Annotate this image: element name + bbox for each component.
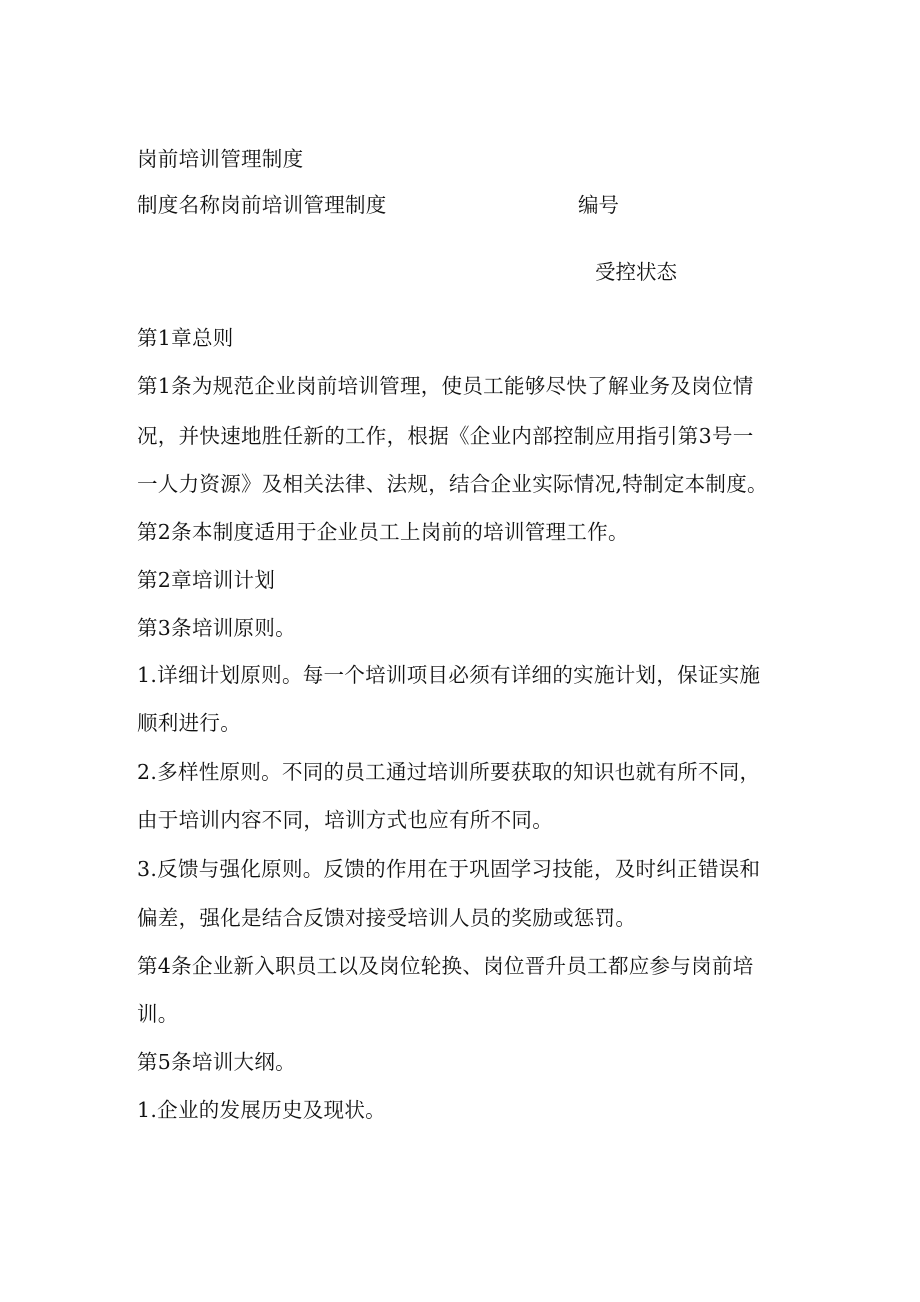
control-status-label: 受控状态 [595, 260, 677, 284]
principle3-line1: 3.反馈与强化原则。反馈的作用在于巩固学习技能，及时纠正错误和 [137, 857, 761, 881]
chapter2-heading: 第2章培训计划 [137, 568, 276, 592]
policy-name-label: 制度名称岗前培训管理制度 [137, 193, 387, 217]
article2: 第2条本制度适用于企业员工上岗前的培训管理工作。 [137, 520, 629, 544]
principle1-line2: 顺利进行。 [137, 711, 241, 735]
outline-item1: 1.企业的发展历史及现状。 [137, 1098, 386, 1122]
article1-line1: 第1条为规范企业岗前培训管理，使员工能够尽快了解业务及岗位情 [137, 374, 754, 398]
article1-line3: 一人力资源》及相关法律、法规，结合企业实际情况,特制定本制度。 [137, 472, 768, 496]
document-title: 岗前培训管理制度 [137, 147, 304, 171]
article4-line1: 第4条企业新入职员工以及岗位轮换、岗位晋升员工都应参与岗前培 [137, 954, 754, 978]
principle3-line2: 偏差，强化是结合反馈对接受培训人员的奖励或惩罚。 [137, 906, 637, 930]
document-number-label: 编号 [578, 193, 619, 217]
article5-heading: 第5条培训大纲。 [137, 1050, 296, 1074]
article1-line2: 况，并快速地胜任新的工作，根据《企业内部控制应用指引第3号一 [137, 424, 754, 448]
article4-line2: 训。 [137, 1002, 179, 1026]
principle1-line1: 1.详细计划原则。每一个培训项目必须有详细的实施计划，保证实施 [137, 663, 761, 687]
principle2-line2: 由于培训内容不同，培训方式也应有所不同。 [137, 808, 553, 832]
chapter1-heading: 第1章总则 [137, 326, 234, 350]
article3-heading: 第3条培训原则。 [137, 616, 296, 640]
principle2-line1: 2.多样性原则。不同的员工通过培训所要获取的知识也就有所不同， [137, 760, 761, 784]
